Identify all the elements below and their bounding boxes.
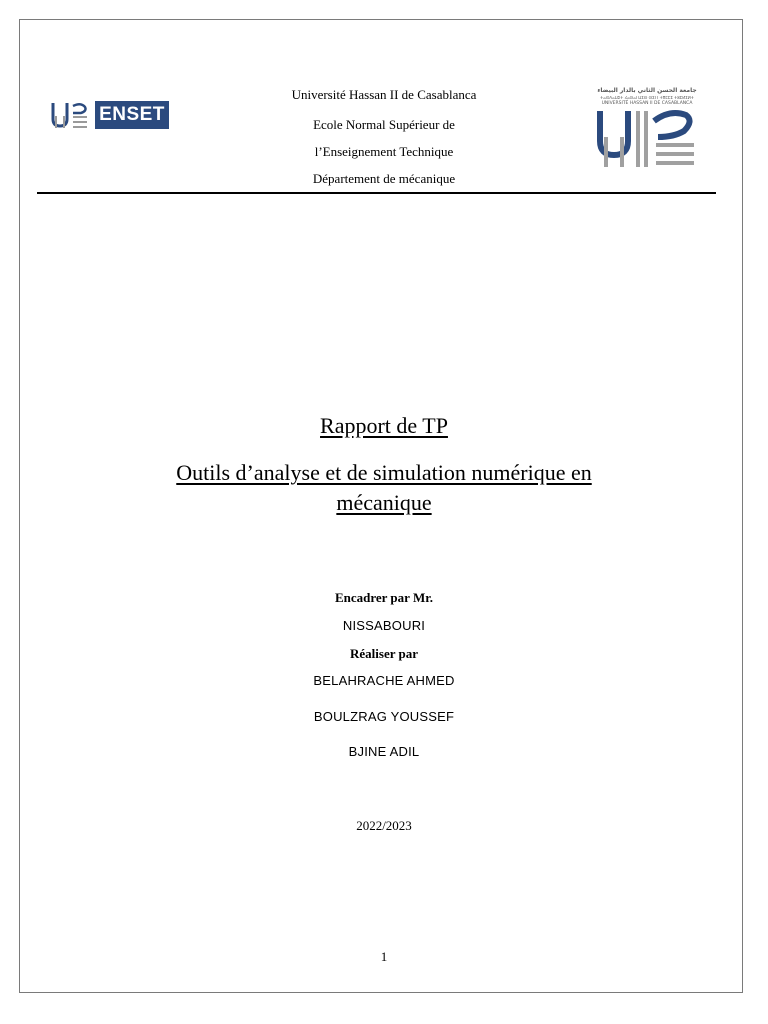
uh2c-large-emblem-icon (596, 107, 698, 169)
page-number: 1 (380, 949, 388, 964)
enset-logo-text: ENSET (95, 101, 169, 129)
logo-tifinagh-text: ⵜⴰⵙⴷⴰⵡⵉⵜ ⵃⴰⵙⴰⵏ ⵡⵉⵙ ⵙⵉⵏ ⵏ ⵜⴳⵎⵎⵉ ⵜⵓⵎⵍⵉⵍⵜ (600, 95, 694, 100)
school-name-line2: l’Enseignement Technique (314, 144, 454, 159)
author-name: BOULZRAG YOUSSEF (313, 709, 455, 724)
header-divider (37, 192, 716, 194)
report-title: Rapport de TP (320, 413, 448, 438)
supervisor-name: NISSABOURI (342, 618, 426, 633)
university-name: Université Hassan II de Casablanca (291, 87, 477, 102)
authors-label: Réaliser par (350, 646, 418, 661)
supervisor-label: Encadrer par Mr. (334, 590, 434, 605)
department-name: Département de mécanique (312, 171, 456, 186)
author-name: BELAHRACHE AHMED (313, 673, 455, 688)
author-name: BJINE ADIL (348, 744, 420, 759)
report-subtitle-line2: mécanique (336, 490, 432, 515)
logo-arabic-text: جامعة الحسن الثاني بالدار البيضاء (597, 87, 697, 94)
school-name-line1: Ecole Normal Supérieur de (313, 117, 455, 132)
university-logo (596, 87, 698, 169)
report-subtitle-line1: Outils d’analyse et de simulation numérique en (176, 460, 592, 485)
academic-year: 2022/2023 (356, 818, 412, 833)
logo-latin-text: UNIVERSITÉ HASSAN II DE CASABLANCA (601, 101, 693, 106)
